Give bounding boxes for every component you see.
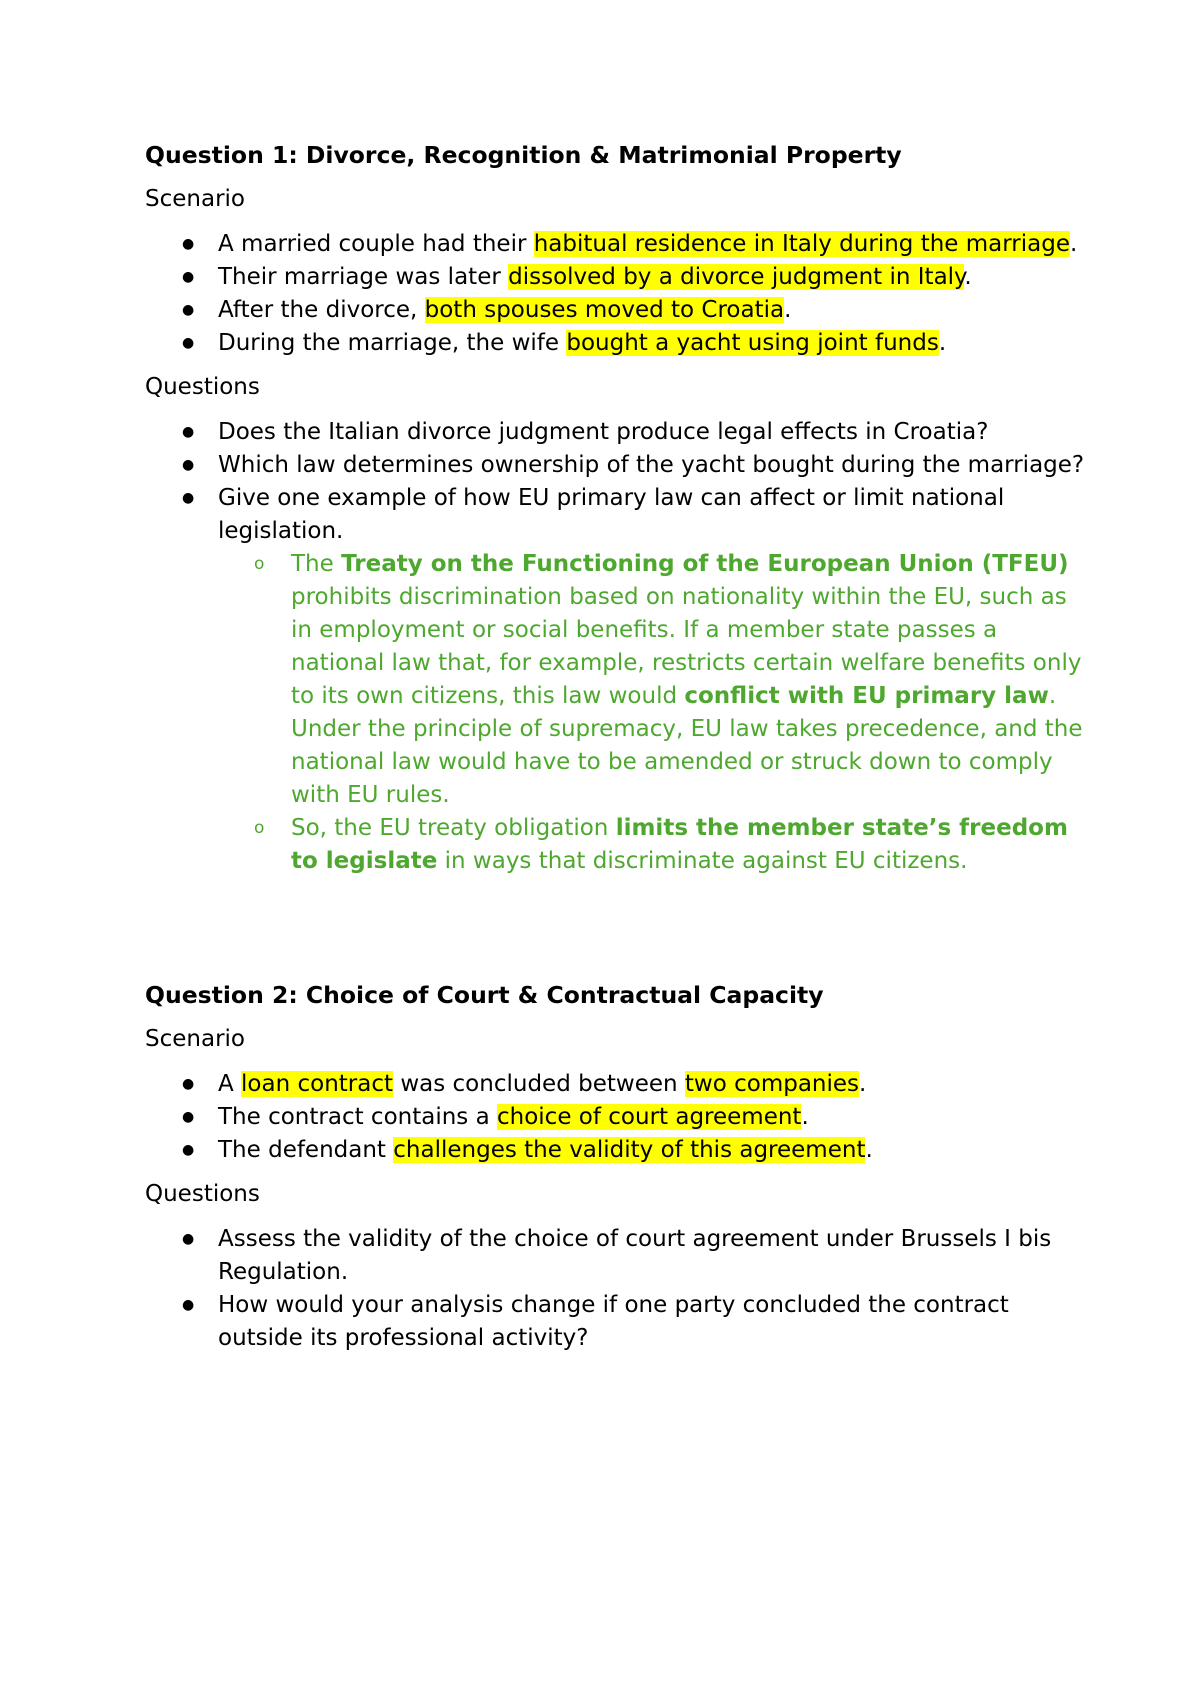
highlight: loan contract <box>241 1071 394 1097</box>
q1-answer-list <box>218 548 1085 878</box>
list-item: ● A married couple had their habitual residence in Italy during the marriage. <box>218 228 1085 261</box>
answer-item: o The Treaty on the Functioning of the European Union (TFEU) prohibits discrimination based on nationality within the EU, such as in employment or social benefits. If a member state passes a national law that, for example, restricts certain welfare benefits only to its own citizens, this law would conflict with EU primary law. Under the principle of supremacy, EU law takes precedence, and the national law would have to be amended or struck down to comply with EU rules. <box>291 548 1085 812</box>
question-2-section <box>145 978 1085 1355</box>
list-item: ● Assess the validity of the choice of court agreement under Brussels I bis Regulation. <box>218 1223 1085 1289</box>
highlight: challenges the validity of this agreement <box>393 1137 866 1163</box>
q1-scenario-label: Scenario <box>145 186 245 212</box>
q1-scenario-list <box>145 228 1085 360</box>
question-1-heading: Question 1: Divorce, Recognition & Matrimonial Property <box>145 141 902 169</box>
highlight: habitual residence in Italy during the marriage <box>533 231 1070 257</box>
highlight: dissolved by a divorce judgment in Italy <box>508 264 965 290</box>
list-item: ● Which law determines ownership of the yacht bought during the marriage? <box>218 449 1085 482</box>
list-item: ● The defendant challenges the validity of this agreement. <box>218 1134 1085 1167</box>
q2-scenario-label: Scenario <box>145 1026 245 1052</box>
list-item: ● Does the Italian divorce judgment produce legal effects in Croatia? <box>218 416 1085 449</box>
list-item: ● How would your analysis change if one party concluded the contract outside its professional activity? <box>218 1289 1085 1355</box>
list-item: ● During the marriage, the wife bought a yacht using joint funds. <box>218 327 1085 360</box>
q1-questions-list <box>145 416 1085 878</box>
q2-questions-list <box>145 1223 1085 1355</box>
document-page <box>145 138 1085 1355</box>
list-item: ● After the divorce, both spouses moved to Croatia. <box>218 294 1085 327</box>
question-1-section <box>145 138 1085 878</box>
list-item: ● The contract contains a choice of court agreement. <box>218 1101 1085 1134</box>
q2-scenario-list <box>145 1068 1085 1167</box>
question-2-heading: Question 2: Choice of Court & Contractual Capacity <box>145 981 824 1009</box>
highlight: two companies <box>684 1071 860 1097</box>
list-item: ● A loan contract was concluded between two companies. <box>218 1068 1085 1101</box>
q2-questions-label: Questions <box>145 1181 260 1207</box>
list-item: ● Their marriage was later dissolved by a divorce judgment in Italy. <box>218 261 1085 294</box>
highlight: bought a yacht using joint funds <box>566 330 939 356</box>
highlight: choice of court agreement <box>497 1104 802 1130</box>
list-item: ● Give one example of how EU primary law can affect or limit national legislation. o The Treaty on the Functioning of the European Union (TFEU) prohibits discrimination based on nationality within the EU, such as in employment or social benefits. If a member state passes a national law that, for example, restricts certain welfare benefits only to its own citizens, this law would conflict with EU primary law. Under the principle of supremacy, EU law takes precedence, and the national law would have to be amended or struck down to comply with EU rules. o So, the EU treaty obligation limits the member state’s freedom to legislate in ways that discriminate against EU citizens. <box>218 482 1085 878</box>
answer-item: o So, the EU treaty obligation limits the member state’s freedom to legislate in ways that discriminate against EU citizens. <box>291 812 1085 878</box>
highlight: both spouses moved to Croatia <box>424 297 785 323</box>
q1-questions-label: Questions <box>145 374 260 400</box>
